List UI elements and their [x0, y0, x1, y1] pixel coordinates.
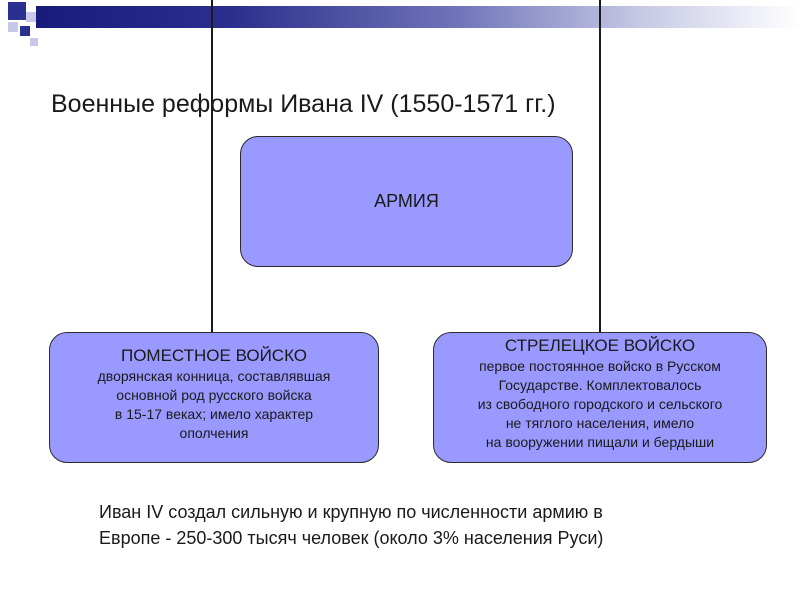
- streletskoe-voisko-title: СТРЕЛЕЦКОЕ ВОЙСКО: [504, 336, 696, 355]
- footer-text: [99, 499, 779, 551]
- army-box-label: АРМИЯ: [374, 191, 439, 211]
- army-box: [240, 136, 573, 267]
- footer-line-1: Иван IV создал сильную и крупную по численности армию в: [99, 502, 603, 522]
- streletskoe-voisko-line-3: из свободного городского и сельского: [477, 396, 723, 412]
- streletskoe-voisko-box: [433, 332, 767, 463]
- pomestnoe-voisko-box: [49, 332, 379, 463]
- pomestnoe-voisko-line-1: дворянская конница, составлявшая: [97, 368, 331, 384]
- pomestnoe-voisko-title: ПОМЕСТНОЕ ВОЙСКО: [120, 346, 308, 365]
- pomestnoe-voisko-line-2: основной род русского войска: [116, 387, 312, 403]
- pomestnoe-voisko-line-3: в 15-17 веках; имело характер: [114, 406, 314, 422]
- streletskoe-voisko-line-5: на вооружении пищали и бердыши: [485, 434, 715, 450]
- streletskoe-voisko-line-4: не тяглого населения, имело: [505, 415, 695, 431]
- streletskoe-voisko-line-2: Государстве. Комплектовалось: [498, 377, 702, 393]
- streletskoe-voisko-line-1: первое постоянное войско в Русском: [479, 358, 721, 374]
- footer-line-2: Европе - 250-300 тысяч человек (около 3% населения Руси): [99, 528, 604, 548]
- pomestnoe-voisko-line-4: ополчения: [179, 425, 249, 441]
- page-title: Военные реформы Ивана IV (1550-1571 гг.): [51, 90, 556, 118]
